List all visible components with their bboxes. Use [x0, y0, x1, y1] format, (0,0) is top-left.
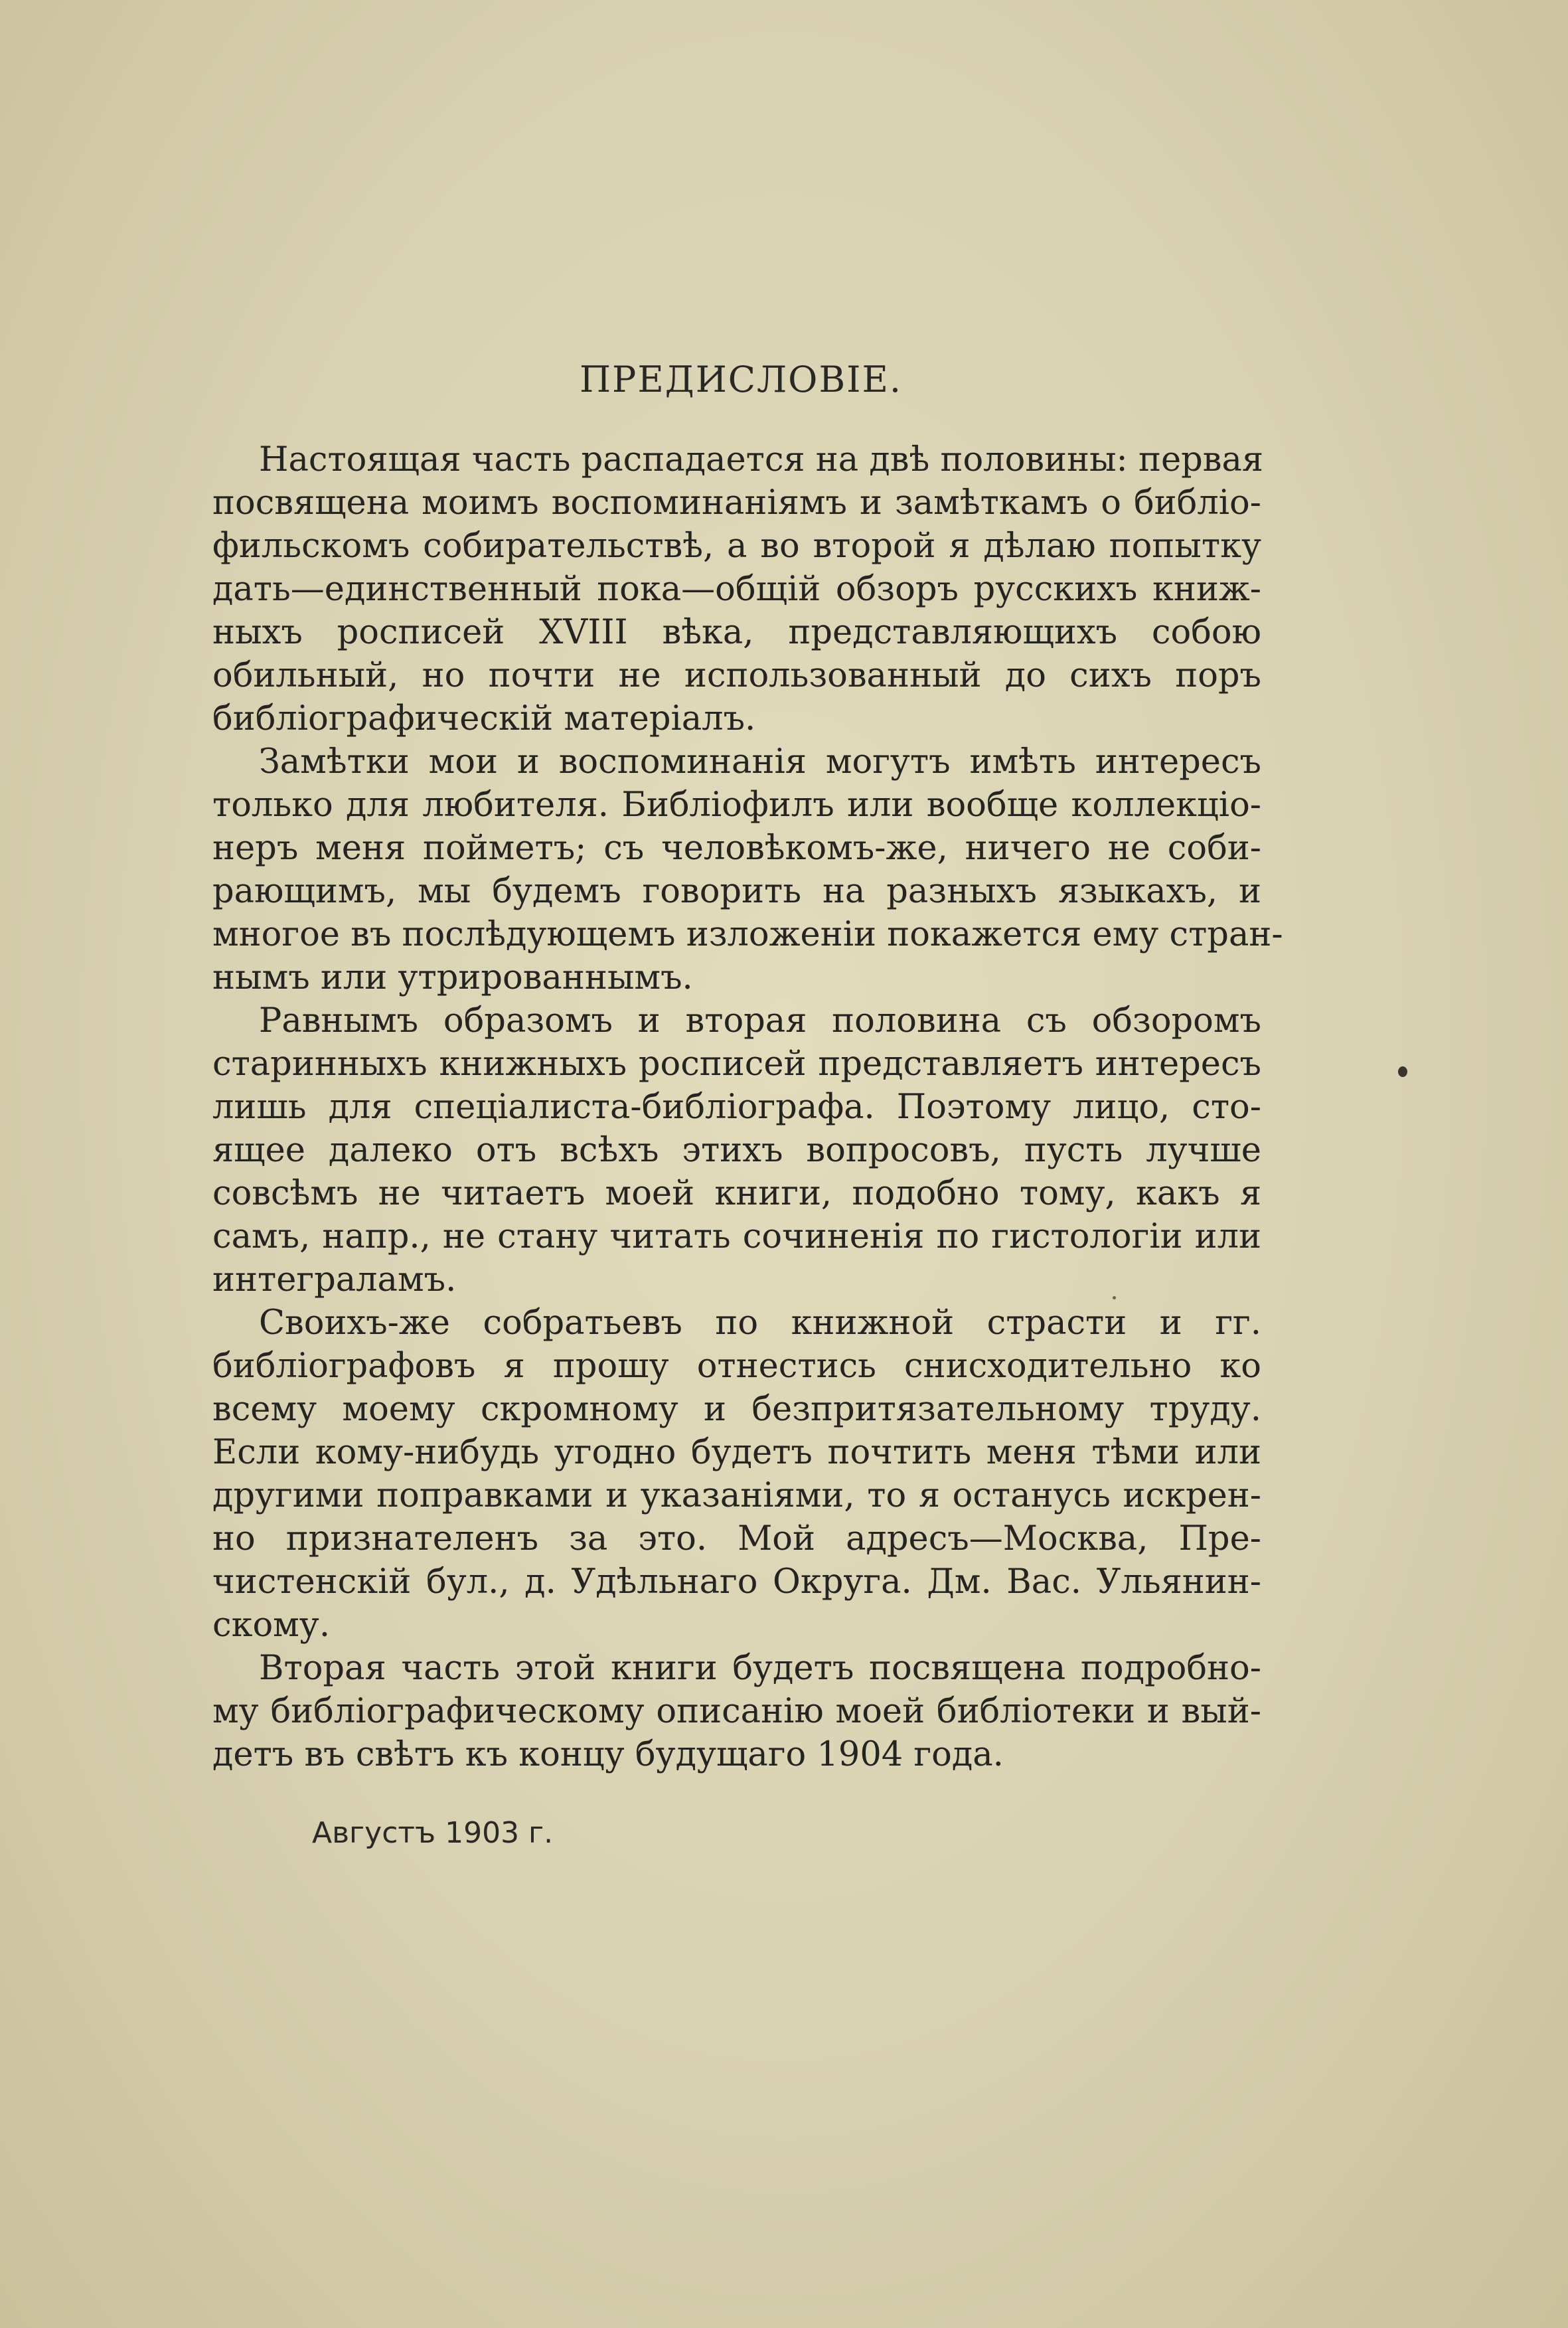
text-line: скому. — [212, 1606, 331, 1645]
paragraph — [212, 1301, 1261, 1647]
page-heading: ПРЕДИСЛОВІЕ. — [579, 359, 903, 400]
text-line: только для любителя. Библіофилъ или вообще коллекціо- — [212, 786, 1261, 825]
preface-date: Августъ 1903 г. — [312, 1816, 554, 1850]
text-line: рающимъ, мы будемъ говорить на разныхъ языкахъ, и — [212, 872, 1261, 911]
ink-speck — [1113, 1296, 1116, 1299]
paragraph — [212, 1647, 1261, 1776]
text-line: самъ, напр., не стану читать сочиненія по гистологіи или — [212, 1217, 1261, 1256]
text-line: библіографовъ я прошу отнестись снисходительно ко — [212, 1347, 1261, 1386]
text-line: нымъ или утрированнымъ. — [212, 958, 693, 997]
text-line: неръ меня пойметъ; съ человѣкомъ-же, ничего не соби- — [212, 829, 1261, 868]
text-line: Равнымъ образомъ и вторая половина съ обзоромъ — [259, 1001, 1261, 1040]
text-line: Замѣтки мои и воспоминанія могутъ имѣть интересъ — [259, 742, 1261, 782]
text-line: ныхъ росписей XVIII вѣка, представляющихъ собою — [212, 613, 1261, 652]
text-line: Если кому-нибудь угодно будетъ почтить меня тѣми или — [212, 1433, 1261, 1472]
paragraph — [212, 999, 1261, 1301]
paragraph — [212, 740, 1283, 999]
text-line: лишь для спеціалиста-библіографа. Поэтому лицо, сто- — [212, 1088, 1261, 1127]
text-line: обильный, но почти не использованный до сихъ поръ — [212, 656, 1261, 695]
text-line: Вторая часть этой книги будетъ посвящена подробно- — [259, 1649, 1261, 1688]
text-line: всему моему скромному и безпритязательному труду. — [212, 1390, 1261, 1429]
text-line: Настоящая часть распадается на двѣ половины: первая — [259, 440, 1264, 479]
text-line: фильскомъ собирательствѣ, а во второй я дѣлаю попытку — [212, 527, 1261, 566]
text-line: ящее далеко отъ всѣхъ этихъ вопросовъ, пусть лучше — [212, 1131, 1261, 1170]
paragraph — [212, 438, 1264, 740]
text-line: старинныхъ книжныхъ росписей представляетъ интересъ — [212, 1044, 1261, 1084]
text-line: му библіографическому описанію моей библіотеки и вый- — [212, 1692, 1261, 1731]
ink-spot — [1398, 1066, 1407, 1077]
text-line: другими поправками и указаніями, то я останусь искрен- — [212, 1476, 1261, 1515]
text-line: Своихъ-же собратьевъ по книжной страсти и гг. — [259, 1303, 1261, 1343]
text-line: многое въ послѣдующемъ изложеніи покажется ему стран- — [212, 915, 1283, 954]
text-line: интеграламъ. — [212, 1260, 457, 1299]
text-line: но признателенъ за это. Мой адресъ—Москва, Пре- — [212, 1519, 1261, 1558]
text-line: совсѣмъ не читаетъ моей книги, подобно тому, какъ я — [212, 1174, 1261, 1213]
text-line: чистенскій бул., д. Удѣльнаго Округа. Дм. Вас. Ульянин- — [212, 1562, 1261, 1602]
preface-body — [212, 438, 1283, 1776]
text-line: детъ въ свѣтъ къ концу будущаго 1904 года. — [212, 1735, 1004, 1774]
text-line: библіографическій матеріалъ. — [212, 699, 756, 738]
text-line: посвящена моимъ воспоминаніямъ и замѣткамъ о библіо- — [212, 483, 1261, 523]
text-line: дать—единственный пока—общій обзоръ русскихъ книж- — [212, 570, 1261, 609]
